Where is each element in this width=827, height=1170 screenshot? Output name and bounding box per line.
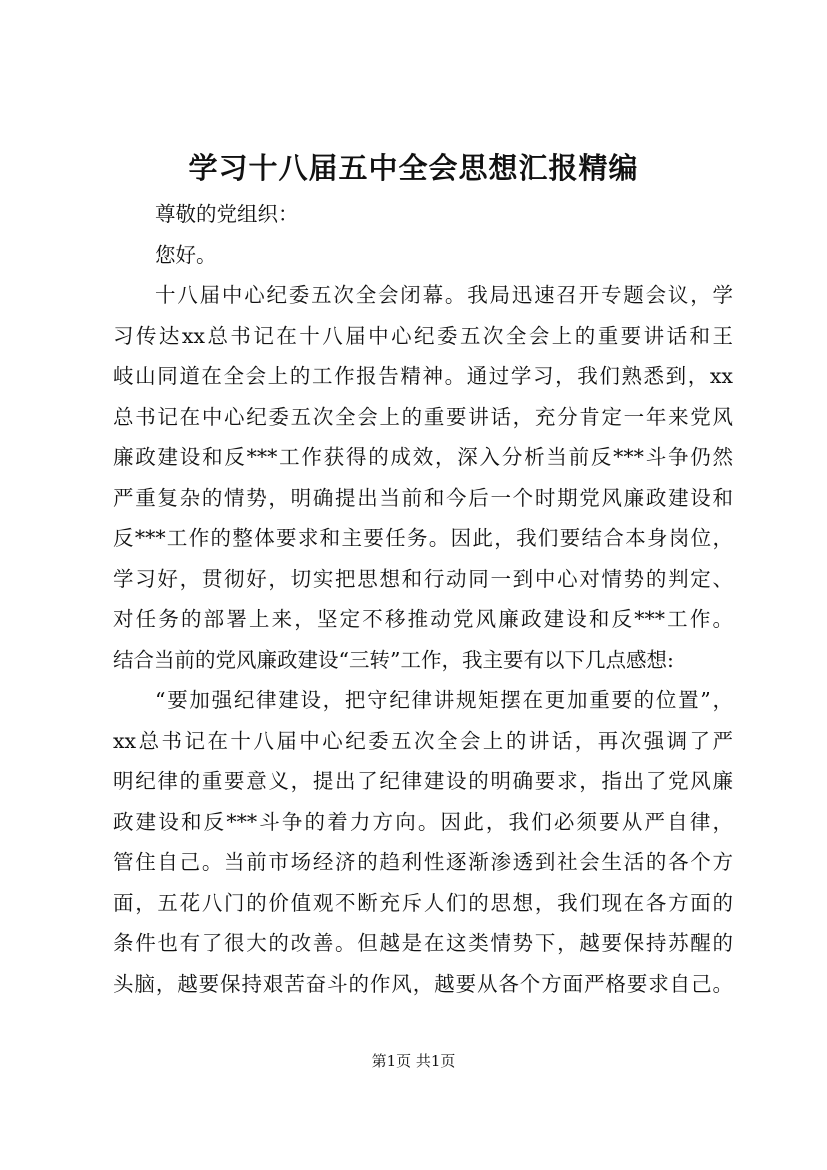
salutation-line: 尊敬的党组织： <box>155 202 299 226</box>
paragraph-line: 廉政建设和反***工作获得的成效，深入分析当前反***斗争仍然 <box>113 445 733 469</box>
paragraph-line: xx总书记在十八届中心纪委五次全会上的讲话，再次强调了严 <box>113 728 733 753</box>
paragraph-line: 明纪律的重要意义，提出了纪律建设的明确要求，指出了党风廉 <box>113 769 733 793</box>
paragraph-line: “要加强纪律建设，把守纪律讲规矩摆在更加重要的位置”， <box>155 688 733 712</box>
document-body <box>113 194 733 1004</box>
paragraph-line: 面，五花八门的价值观不断充斥人们的思想，我们现在各方面的 <box>113 890 733 915</box>
paragraph-line: 岐山同道在全会上的工作报告精神。通过学习，我们熟悉到，xx <box>113 364 733 388</box>
paragraph-line: 政建设和反***斗争的着力方向。因此，我们必须要从严自律， <box>113 809 733 834</box>
paragraph-line: 条件也有了很大的改善。但越是在这类情势下，越要保持苏醒的 <box>113 931 733 955</box>
paragraph-line: 严重复杂的情势，明确提出当前和今后一个时期党风廉政建设和 <box>113 485 733 510</box>
paragraph-line: 对任务的部署上来，坚定不移推动党风廉政建设和反***工作。 <box>113 607 733 631</box>
document-title: 学习十八届五中全会思想汇报精编 <box>188 151 639 185</box>
greeting-line: 您好。 <box>155 242 217 267</box>
paragraph-line: 十八届中心纪委五次全会闭幕。我局迅速召开专题会议，学 <box>155 283 733 307</box>
paragraph-line: 学习好，贯彻好，切实把思想和行动同一到中心对情势的判定、 <box>113 566 733 591</box>
paragraph-line: 管住自己。当前市场经济的趋利性逐渐渗透到社会生活的各个方 <box>113 850 733 874</box>
paragraph-line: 头脑，越要保持艰苦奋斗的作风，越要从各个方面严格要求自己。 <box>113 971 733 996</box>
paragraph-line: 反***工作的整体要求和主要任务。因此，我们要结合本身岗位， <box>113 526 733 550</box>
page-number-footer: 第1页 共1页 <box>371 1052 456 1070</box>
paragraph-line: 结合当前的党风廉政建设“三转”工作，我主要有以下几点感想: <box>113 647 674 672</box>
paragraph-line: 总书记在中心纪委五次全会上的重要讲话，充分肯定一年来党风 <box>113 404 733 429</box>
paragraph-line: 习传达xx总书记在十八届中心纪委五次全会上的重要讲话和王 <box>113 323 733 348</box>
